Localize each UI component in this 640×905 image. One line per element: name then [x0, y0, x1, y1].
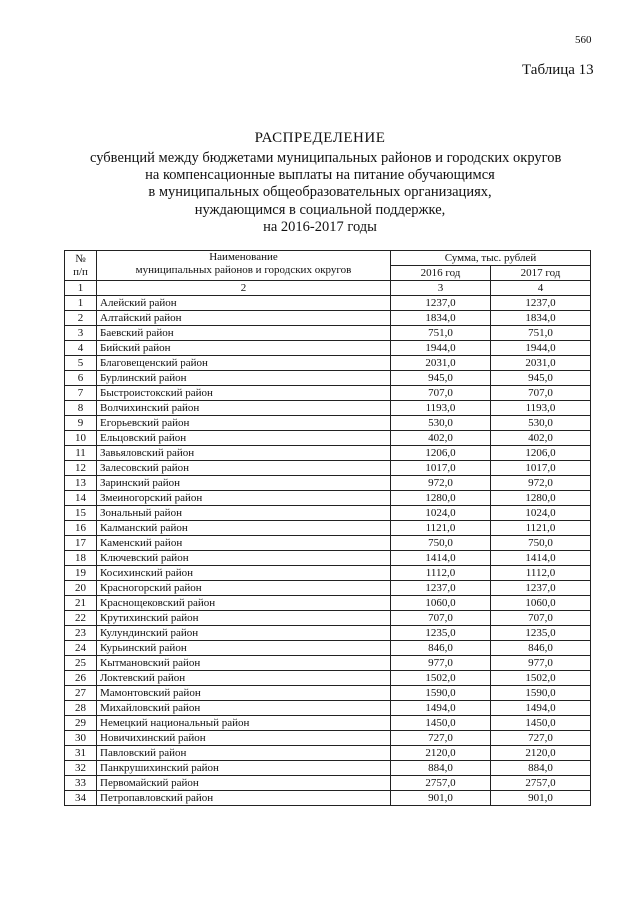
row-number: 10 [65, 431, 97, 446]
table-row [65, 356, 591, 371]
row-number: 22 [65, 611, 97, 626]
amount-2016: 2031,0 [391, 356, 491, 371]
row-number: 18 [65, 551, 97, 566]
column-index: 1 [65, 281, 97, 296]
amount-2017: 1237,0 [491, 581, 591, 596]
amount-2016: 945,0 [391, 371, 491, 386]
subtitle-line: нуждающимся в социальной поддержке, [194, 201, 446, 218]
subsidy-distribution-table [64, 250, 591, 806]
amount-2016: 1834,0 [391, 311, 491, 326]
amount-2017: 1944,0 [491, 341, 591, 356]
table-row [65, 476, 591, 491]
amount-2017: 751,0 [491, 326, 591, 341]
amount-2017: 1024,0 [491, 506, 591, 521]
amount-2017: 1193,0 [491, 401, 591, 416]
column-index: 3 [391, 281, 491, 296]
table-row [65, 536, 591, 551]
district-name: Панкрушихинский район [97, 761, 391, 776]
table-row [65, 791, 591, 806]
amount-2017: 1060,0 [491, 596, 591, 611]
amount-2017: 1450,0 [491, 716, 591, 731]
table-row [65, 506, 591, 521]
row-number: 34 [65, 791, 97, 806]
district-name: Мамонтовский район [97, 686, 391, 701]
subtitle-line: субвенций между бюджетами муниципальных районов и городских округов [90, 150, 562, 166]
amount-2017: 727,0 [491, 731, 591, 746]
row-number: 27 [65, 686, 97, 701]
row-number: 15 [65, 506, 97, 521]
table-row [65, 566, 591, 581]
district-name: Бийский район [97, 341, 391, 356]
amount-2016: 1450,0 [391, 716, 491, 731]
amount-2016: 1280,0 [391, 491, 491, 506]
table-row [65, 731, 591, 746]
table-row [65, 341, 591, 356]
amount-2017: 530,0 [491, 416, 591, 431]
row-number: 3 [65, 326, 97, 341]
district-name: Змеиногорский район [97, 491, 391, 506]
amount-2016: 972,0 [391, 476, 491, 491]
row-number: 21 [65, 596, 97, 611]
row-number: 26 [65, 671, 97, 686]
table-row [65, 596, 591, 611]
table-row [65, 761, 591, 776]
table-row [65, 581, 591, 596]
table-label: Таблица 13 [522, 62, 594, 78]
district-name: Алтайский район [97, 311, 391, 326]
district-name: Волчихинский район [97, 401, 391, 416]
row-number: 11 [65, 446, 97, 461]
amount-2016: 707,0 [391, 386, 491, 401]
page-number: 560 [575, 34, 592, 46]
row-number: 17 [65, 536, 97, 551]
document-subtitle [90, 150, 562, 236]
table-row [65, 446, 591, 461]
table-row [65, 386, 591, 401]
row-number: 28 [65, 701, 97, 716]
amount-2016: 846,0 [391, 641, 491, 656]
table-row [65, 416, 591, 431]
amount-2016: 1494,0 [391, 701, 491, 716]
amount-2017: 977,0 [491, 656, 591, 671]
row-number: 13 [65, 476, 97, 491]
table-row [65, 551, 591, 566]
subtitle-line: на компенсационные выплаты на питание обучающимся [145, 167, 495, 184]
amount-2017: 2757,0 [491, 776, 591, 791]
district-name: Ключевский район [97, 551, 391, 566]
header-year-2016: 2016 год [391, 266, 491, 281]
row-number: 12 [65, 461, 97, 476]
district-name: Залесовский район [97, 461, 391, 476]
amount-2016: 1060,0 [391, 596, 491, 611]
amount-2017: 901,0 [491, 791, 591, 806]
amount-2017: 1112,0 [491, 566, 591, 581]
amount-2016: 751,0 [391, 326, 491, 341]
header-number [65, 251, 97, 281]
column-index: 4 [491, 281, 591, 296]
document-title: РАСПРЕДЕЛЕНИЕ [254, 130, 386, 146]
amount-2017: 972,0 [491, 476, 591, 491]
amount-2016: 402,0 [391, 431, 491, 446]
district-name: Локтевский район [97, 671, 391, 686]
table-row [65, 311, 591, 326]
row-number: 9 [65, 416, 97, 431]
district-name: Новичихинский район [97, 731, 391, 746]
amount-2016: 977,0 [391, 656, 491, 671]
table-row [65, 716, 591, 731]
row-number: 25 [65, 656, 97, 671]
district-name: Курьинский район [97, 641, 391, 656]
amount-2017: 1235,0 [491, 626, 591, 641]
table-row [65, 431, 591, 446]
amount-2016: 1193,0 [391, 401, 491, 416]
table-row [65, 326, 591, 341]
row-number: 7 [65, 386, 97, 401]
district-name: Павловский район [97, 746, 391, 761]
district-name: Благовещенский район [97, 356, 391, 371]
table-row [65, 686, 591, 701]
amount-2017: 1414,0 [491, 551, 591, 566]
amount-2017: 707,0 [491, 386, 591, 401]
row-number: 4 [65, 341, 97, 356]
amount-2017: 1280,0 [491, 491, 591, 506]
amount-2017: 2031,0 [491, 356, 591, 371]
column-index-row [65, 281, 591, 296]
district-name: Ельцовский район [97, 431, 391, 446]
district-name: Зональный район [97, 506, 391, 521]
district-name: Быстроистокский район [97, 386, 391, 401]
row-number: 23 [65, 626, 97, 641]
district-name: Михайловский район [97, 701, 391, 716]
amount-2016: 1206,0 [391, 446, 491, 461]
header-number-line1: № [75, 252, 86, 265]
header-year-2017: 2017 год [491, 266, 591, 281]
header-name [97, 251, 391, 281]
header-name-line2: муниципальных районов и городских округов [135, 264, 352, 276]
header-sum: Сумма, тыс. рублей [391, 251, 591, 266]
district-name: Завьяловский район [97, 446, 391, 461]
row-number: 29 [65, 716, 97, 731]
district-name: Петропавловский район [97, 791, 391, 806]
amount-2017: 1121,0 [491, 521, 591, 536]
amount-2016: 727,0 [391, 731, 491, 746]
amount-2016: 1121,0 [391, 521, 491, 536]
district-name: Красногорский район [97, 581, 391, 596]
amount-2017: 1494,0 [491, 701, 591, 716]
district-name: Кулундинский район [97, 626, 391, 641]
amount-2017: 707,0 [491, 611, 591, 626]
table-row [65, 296, 591, 311]
amount-2017: 1206,0 [491, 446, 591, 461]
amount-2016: 884,0 [391, 761, 491, 776]
amount-2017: 1834,0 [491, 311, 591, 326]
amount-2016: 1024,0 [391, 506, 491, 521]
row-number: 6 [65, 371, 97, 386]
amount-2016: 1237,0 [391, 296, 491, 311]
district-name: Баевский район [97, 326, 391, 341]
table-row [65, 641, 591, 656]
amount-2017: 1502,0 [491, 671, 591, 686]
district-name: Егорьевский район [97, 416, 391, 431]
table-row [65, 371, 591, 386]
row-number: 19 [65, 566, 97, 581]
subtitle-line: на 2016-2017 годы [263, 218, 377, 235]
table-row [65, 701, 591, 716]
row-number: 30 [65, 731, 97, 746]
table-row [65, 626, 591, 641]
district-name: Заринский район [97, 476, 391, 491]
amount-2017: 402,0 [491, 431, 591, 446]
table-row [65, 521, 591, 536]
district-name: Кытмановский район [97, 656, 391, 671]
header-name-line1: Наименование [209, 251, 278, 263]
amount-2017: 884,0 [491, 761, 591, 776]
subtitle-line: в муниципальных общеобразовательных организациях, [148, 184, 492, 201]
row-number: 1 [65, 296, 97, 311]
table-row [65, 656, 591, 671]
amount-2017: 1237,0 [491, 296, 591, 311]
row-number: 5 [65, 356, 97, 371]
amount-2016: 2757,0 [391, 776, 491, 791]
district-name: Краснощековский район [97, 596, 391, 611]
amount-2017: 1590,0 [491, 686, 591, 701]
amount-2016: 1235,0 [391, 626, 491, 641]
district-name: Алейский район [97, 296, 391, 311]
header-number-line2: п/п [73, 265, 88, 278]
amount-2016: 1502,0 [391, 671, 491, 686]
row-number: 2 [65, 311, 97, 326]
table-row [65, 776, 591, 791]
amount-2016: 1590,0 [391, 686, 491, 701]
amount-2017: 1017,0 [491, 461, 591, 476]
table-row [65, 461, 591, 476]
district-name: Немецкий национальный район [97, 716, 391, 731]
amount-2016: 1237,0 [391, 581, 491, 596]
row-number: 8 [65, 401, 97, 416]
row-number: 24 [65, 641, 97, 656]
table-row [65, 611, 591, 626]
row-number: 20 [65, 581, 97, 596]
district-name: Первомайский район [97, 776, 391, 791]
amount-2016: 707,0 [391, 611, 491, 626]
amount-2016: 2120,0 [391, 746, 491, 761]
amount-2017: 750,0 [491, 536, 591, 551]
table-row [65, 746, 591, 761]
row-number: 16 [65, 521, 97, 536]
amount-2016: 1017,0 [391, 461, 491, 476]
row-number: 31 [65, 746, 97, 761]
table-row [65, 671, 591, 686]
row-number: 14 [65, 491, 97, 506]
amount-2016: 530,0 [391, 416, 491, 431]
amount-2016: 901,0 [391, 791, 491, 806]
district-name: Калманский район [97, 521, 391, 536]
amount-2016: 1414,0 [391, 551, 491, 566]
column-index: 2 [97, 281, 391, 296]
amount-2016: 750,0 [391, 536, 491, 551]
amount-2016: 1944,0 [391, 341, 491, 356]
table-row [65, 401, 591, 416]
district-name: Крутихинский район [97, 611, 391, 626]
amount-2016: 1112,0 [391, 566, 491, 581]
row-number: 32 [65, 761, 97, 776]
table-row [65, 491, 591, 506]
amount-2017: 945,0 [491, 371, 591, 386]
amount-2017: 2120,0 [491, 746, 591, 761]
district-name: Каменский район [97, 536, 391, 551]
amount-2017: 846,0 [491, 641, 591, 656]
row-number: 33 [65, 776, 97, 791]
district-name: Бурлинский район [97, 371, 391, 386]
district-name: Косихинский район [97, 566, 391, 581]
